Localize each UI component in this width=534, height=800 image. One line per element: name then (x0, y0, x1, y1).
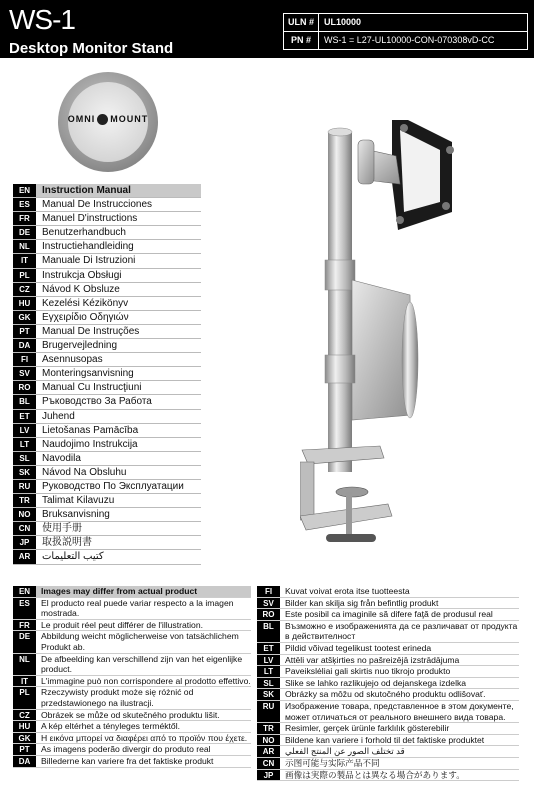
manual-title: Instruction Manual (42, 185, 131, 196)
disclaimer-row (257, 666, 519, 678)
disclaimer-row (13, 756, 251, 768)
disclaimer-row (257, 643, 519, 655)
disclaimer-right-column (257, 586, 519, 781)
language-code: ES (13, 198, 36, 211)
language-code (257, 609, 280, 620)
manual-language-row (13, 494, 201, 508)
language-code-text: LT (263, 667, 274, 677)
language-code-text: EN (18, 587, 31, 596)
language-code (13, 744, 36, 755)
language-code (257, 678, 280, 689)
monitor-stand-illustration (300, 120, 460, 560)
vesa-plate (392, 120, 454, 230)
disclaimer-text: Η εικόνα μπορεί να διαφέρει από το προϊόν που έχετε. (41, 732, 248, 743)
disclaimer-text: Resimler, gerçek ürünle farklılık gösterebilir (285, 723, 450, 734)
language-code (13, 586, 36, 597)
manual-title: Manual De Instruções (42, 325, 140, 337)
language-code-text: NO (262, 735, 275, 745)
uln-row (284, 14, 527, 32)
disclaimer-text: Rzeczywisty produkt może się różnić od przedstawionego na ilustracji. (41, 687, 194, 708)
disclaimer-text: As imagens poderão divergir do produto real (41, 744, 211, 755)
manual-title: Ръководство За Работа (42, 396, 152, 408)
manual-title: Talimat Kilavuzu (42, 495, 115, 507)
disclaimer-text: De afbeelding kan verschillend zijn van het eigenlijke product. (41, 653, 243, 675)
language-code-text: SK (262, 690, 275, 700)
header-bar (0, 0, 534, 58)
disclaimer-text: Slike se lahko razlikujejo od dejanskega izdelka (285, 677, 467, 688)
language-code-text: FR (19, 620, 30, 630)
manual-title: Asennusopas (42, 354, 103, 366)
manual-language-row (13, 254, 201, 268)
language-code: CZ (13, 283, 36, 296)
language-code: ET (13, 410, 36, 423)
disclaimer-row (13, 744, 251, 756)
language-code: EN (13, 184, 36, 197)
uln-label: ULN # (284, 14, 319, 31)
manual-language-list (13, 184, 201, 565)
disclaimer-text: Billederne kan variere fra det faktiske produkt (41, 755, 214, 766)
language-code-text: FI (264, 587, 273, 596)
manual-language-row (13, 353, 201, 367)
disclaimer-row (257, 609, 519, 621)
language-code: DA (13, 339, 36, 352)
manual-title: Juhend (42, 410, 75, 422)
disclaimer-row (257, 770, 519, 782)
language-code-text: JP (263, 770, 274, 780)
disclaimer-text: Abbildung weicht möglicherweise von tatsächlichem Produkt ab. (41, 631, 239, 652)
logo-word-right: MOUNT (110, 114, 149, 124)
language-code (257, 746, 280, 757)
language-code (257, 689, 280, 700)
disclaimer-text: El producto real puede variar respecto a la imagen mostrada. (41, 597, 234, 619)
language-code (257, 701, 280, 722)
disclaimer-row (257, 723, 519, 735)
manual-title: Lietošanas Pamācība (42, 424, 139, 436)
disclaimer-row (257, 586, 519, 598)
disclaimer-text: L'immagine può non corrispondere al prodotto effettivo. (41, 675, 251, 686)
manual-language-row (13, 550, 201, 564)
disclaimer-row (13, 598, 251, 620)
manual-title: Руководство По Эксплуатации (42, 480, 184, 492)
disclaimer-row (257, 621, 519, 643)
language-code: IT (13, 254, 36, 267)
manual-language-row (13, 283, 201, 297)
language-code: NL (13, 240, 36, 253)
language-code (257, 666, 280, 677)
manual-title: Kezelési Kézikönyv (42, 297, 129, 309)
disclaimer-text: Изображение товара, представленное в этом документе, может отличаться от реального внешнего вида товара. (285, 700, 514, 722)
manual-language-row (13, 311, 201, 325)
manual-title: 使用手册 (42, 523, 82, 535)
manual-language-row (13, 410, 201, 424)
language-code: AR (13, 550, 36, 563)
language-code: BL (13, 395, 36, 408)
language-code: SK (13, 466, 36, 479)
language-code: SV (13, 367, 36, 380)
language-code (13, 721, 36, 732)
manual-title: Manual De Instrucciones (42, 199, 153, 211)
manual-language-row (13, 226, 201, 240)
language-code: PL (13, 269, 36, 282)
manual-title: Navodila (42, 452, 81, 464)
language-code-text: GK (18, 733, 31, 743)
language-code-text: HU (18, 722, 31, 732)
pn-row (284, 32, 527, 49)
language-code-text: CN (262, 758, 275, 768)
language-code-text: PL (19, 688, 30, 698)
language-code-text: SV (263, 598, 274, 608)
disclaimer-row (257, 598, 519, 610)
disclaimer-text: Pildid võivad tegelikust tootest erineda (285, 642, 432, 653)
pn-label: PN # (284, 32, 319, 49)
disclaimer-row (13, 676, 251, 688)
manual-title: Brugervejledning (42, 340, 118, 352)
vertical-pole (328, 132, 352, 472)
language-code (257, 735, 280, 746)
disclaimer-text: Възможно е изображенията да се различават от продукта в действителност (285, 620, 518, 642)
language-code-text: NL (19, 654, 30, 664)
disclaimer-text: Obrázky sa môžu od skutočného produktu odlišovať. (285, 689, 486, 700)
language-code: FI (13, 353, 36, 366)
language-code-text: RO (262, 610, 275, 620)
disclaimer-row (257, 758, 519, 770)
language-code (13, 620, 36, 631)
disclaimer-row (13, 687, 251, 709)
language-code (13, 687, 36, 708)
language-code (13, 733, 36, 744)
language-code (257, 758, 280, 769)
manual-title: Manuale Di Istruzioni (42, 255, 136, 267)
manual-language-row (13, 297, 201, 311)
manual-language-row (13, 452, 201, 466)
disclaimer-row (13, 654, 251, 676)
language-code (13, 676, 36, 687)
manual-title: Bruksanvisning (42, 509, 110, 521)
pn-value: WS-1 = L27-UL10000-CON-070308vD-CC (324, 35, 495, 45)
manual-title: Návod Na Obsluhu (42, 466, 127, 478)
manual-title: Manuel D'instructions (42, 213, 138, 225)
disclaimer-row (13, 721, 251, 733)
language-code-text: RU (262, 701, 275, 711)
manual-language-row (13, 395, 201, 409)
language-code (257, 643, 280, 654)
manual-language-row (13, 269, 201, 283)
language-code (13, 710, 36, 721)
manual-language-row (13, 381, 201, 395)
omnimount-logo (58, 72, 158, 172)
disclaimer-text: Kuvat voivat erota itse tuotteesta (285, 586, 410, 596)
disclaimer-row (257, 746, 519, 758)
language-code: HU (13, 297, 36, 310)
manual-language-row (13, 198, 201, 212)
language-code-text: ET (263, 643, 274, 653)
disclaimer-row (257, 735, 519, 747)
language-code: PT (13, 325, 36, 338)
language-code: DE (13, 226, 36, 239)
disclaimer-text: Este posibil ca imaginile să difere faţă de produsul real (285, 609, 493, 620)
language-code (13, 631, 36, 652)
manual-language-row (13, 522, 201, 536)
disclaimer-row (257, 701, 519, 723)
language-code: CN (13, 522, 36, 535)
language-code (13, 756, 36, 767)
disclaimer-row (257, 689, 519, 701)
disclaimer-row (13, 733, 251, 745)
language-code-text: BL (263, 621, 274, 631)
manual-title: Benutzerhandbuch (42, 227, 126, 239)
language-code: RU (13, 480, 36, 493)
manual-language-row (13, 212, 201, 226)
language-code (257, 598, 280, 609)
language-code-text: CZ (19, 710, 30, 720)
disclaimer-left-column (13, 586, 251, 768)
manual-language-row (13, 325, 201, 339)
manual-title: Instructiehandleiding (42, 241, 134, 253)
manual-title: كتيب التعليمات (42, 551, 104, 563)
disclaimer-row (13, 710, 251, 722)
language-code: TR (13, 494, 36, 507)
language-code-text: SL (263, 678, 274, 688)
disclaimer-text: Attēli var atšķirties no pašreizējā izstrādājuma (285, 654, 460, 665)
manual-title: Návod K Obsluze (42, 283, 120, 295)
disclaimer-text: 画像は実際の製品とは異なる場合があります。 (285, 769, 465, 780)
manual-title: Εγχειρίδιο Οδηγιών (42, 311, 129, 323)
logo-dot-icon (97, 114, 108, 125)
language-code: GK (13, 311, 36, 324)
disclaimer-row (257, 678, 519, 690)
manual-language-row (13, 424, 201, 438)
language-code (257, 621, 280, 642)
manual-language-row (13, 367, 201, 381)
language-code-text: DE (18, 632, 31, 642)
manual-title: Naudojimo Instrukcija (42, 438, 138, 450)
language-code (257, 723, 280, 734)
language-code: JP (13, 536, 36, 549)
language-code-text: TR (263, 724, 274, 734)
disclaimer-text: Images may differ from actual product (41, 586, 198, 596)
product-subtitle: Desktop Monitor Stand (9, 40, 174, 57)
language-code-text: ES (19, 598, 30, 608)
disclaimer-text: A kép eltérhet a tényleges terméktől. (41, 721, 181, 732)
disclaimer-text: 示图可能与实际产品不同 (285, 757, 380, 768)
height-collar (325, 260, 355, 290)
manual-title: Instrukcja Obsługi (42, 269, 122, 281)
language-code-text: IT (20, 676, 29, 686)
language-code-text: AR (262, 747, 275, 757)
language-code: SL (13, 452, 36, 465)
language-code-text: LV (263, 655, 274, 665)
manual-title: 取扱説明書 (42, 537, 92, 549)
manual-language-row (13, 240, 201, 254)
language-code (257, 770, 280, 781)
manual-language-row (13, 508, 201, 522)
disclaimer-text: Obrázek se může od skutečného produktu lišit. (41, 709, 220, 720)
language-code: NO (13, 508, 36, 521)
disclaimer-row (13, 631, 251, 653)
language-code (257, 655, 280, 666)
disclaimer-text: قد تختلف الصور عن المنتج الفعلي (285, 746, 405, 757)
manual-language-row (13, 184, 201, 198)
language-code-text: PT (19, 745, 30, 755)
disclaimer-text: Bildene kan variere i forhold til det faktiske produktet (285, 734, 485, 745)
disclaimer-text: Paveikslėliai gali skirtis nuo tikrojo produkto (285, 666, 451, 677)
model-title: WS-1 (9, 4, 75, 35)
language-code: FR (13, 212, 36, 225)
logo-word-left: OMNI (67, 114, 96, 124)
disclaimer-row (13, 620, 251, 632)
manual-language-row (13, 466, 201, 480)
manual-language-row (13, 480, 201, 494)
language-code: RO (13, 381, 36, 394)
language-code (13, 654, 36, 675)
logo-wordmark (58, 114, 158, 125)
language-code-text: DA (18, 756, 31, 766)
language-code: LT (13, 438, 36, 451)
disclaimer-text: Le produit réel peut différer de l'illustration. (41, 619, 203, 630)
manual-language-row (13, 438, 201, 452)
disclaimer-text: Bilder kan skilja sig från befintlig produkt (285, 597, 439, 608)
uln-value: UL10000 (324, 17, 362, 27)
manual-title: Manual Cu Instrucţiuni (42, 382, 142, 394)
language-code: LV (13, 424, 36, 437)
part-number-box (283, 13, 528, 50)
desk-clamp (300, 446, 392, 542)
language-code (257, 586, 280, 597)
disclaimer-row (257, 655, 519, 667)
manual-language-row (13, 339, 201, 353)
manual-title: Monteringsanvisning (42, 368, 134, 380)
language-code (13, 598, 36, 619)
disclaimer-row (13, 586, 251, 598)
manual-language-row (13, 536, 201, 550)
